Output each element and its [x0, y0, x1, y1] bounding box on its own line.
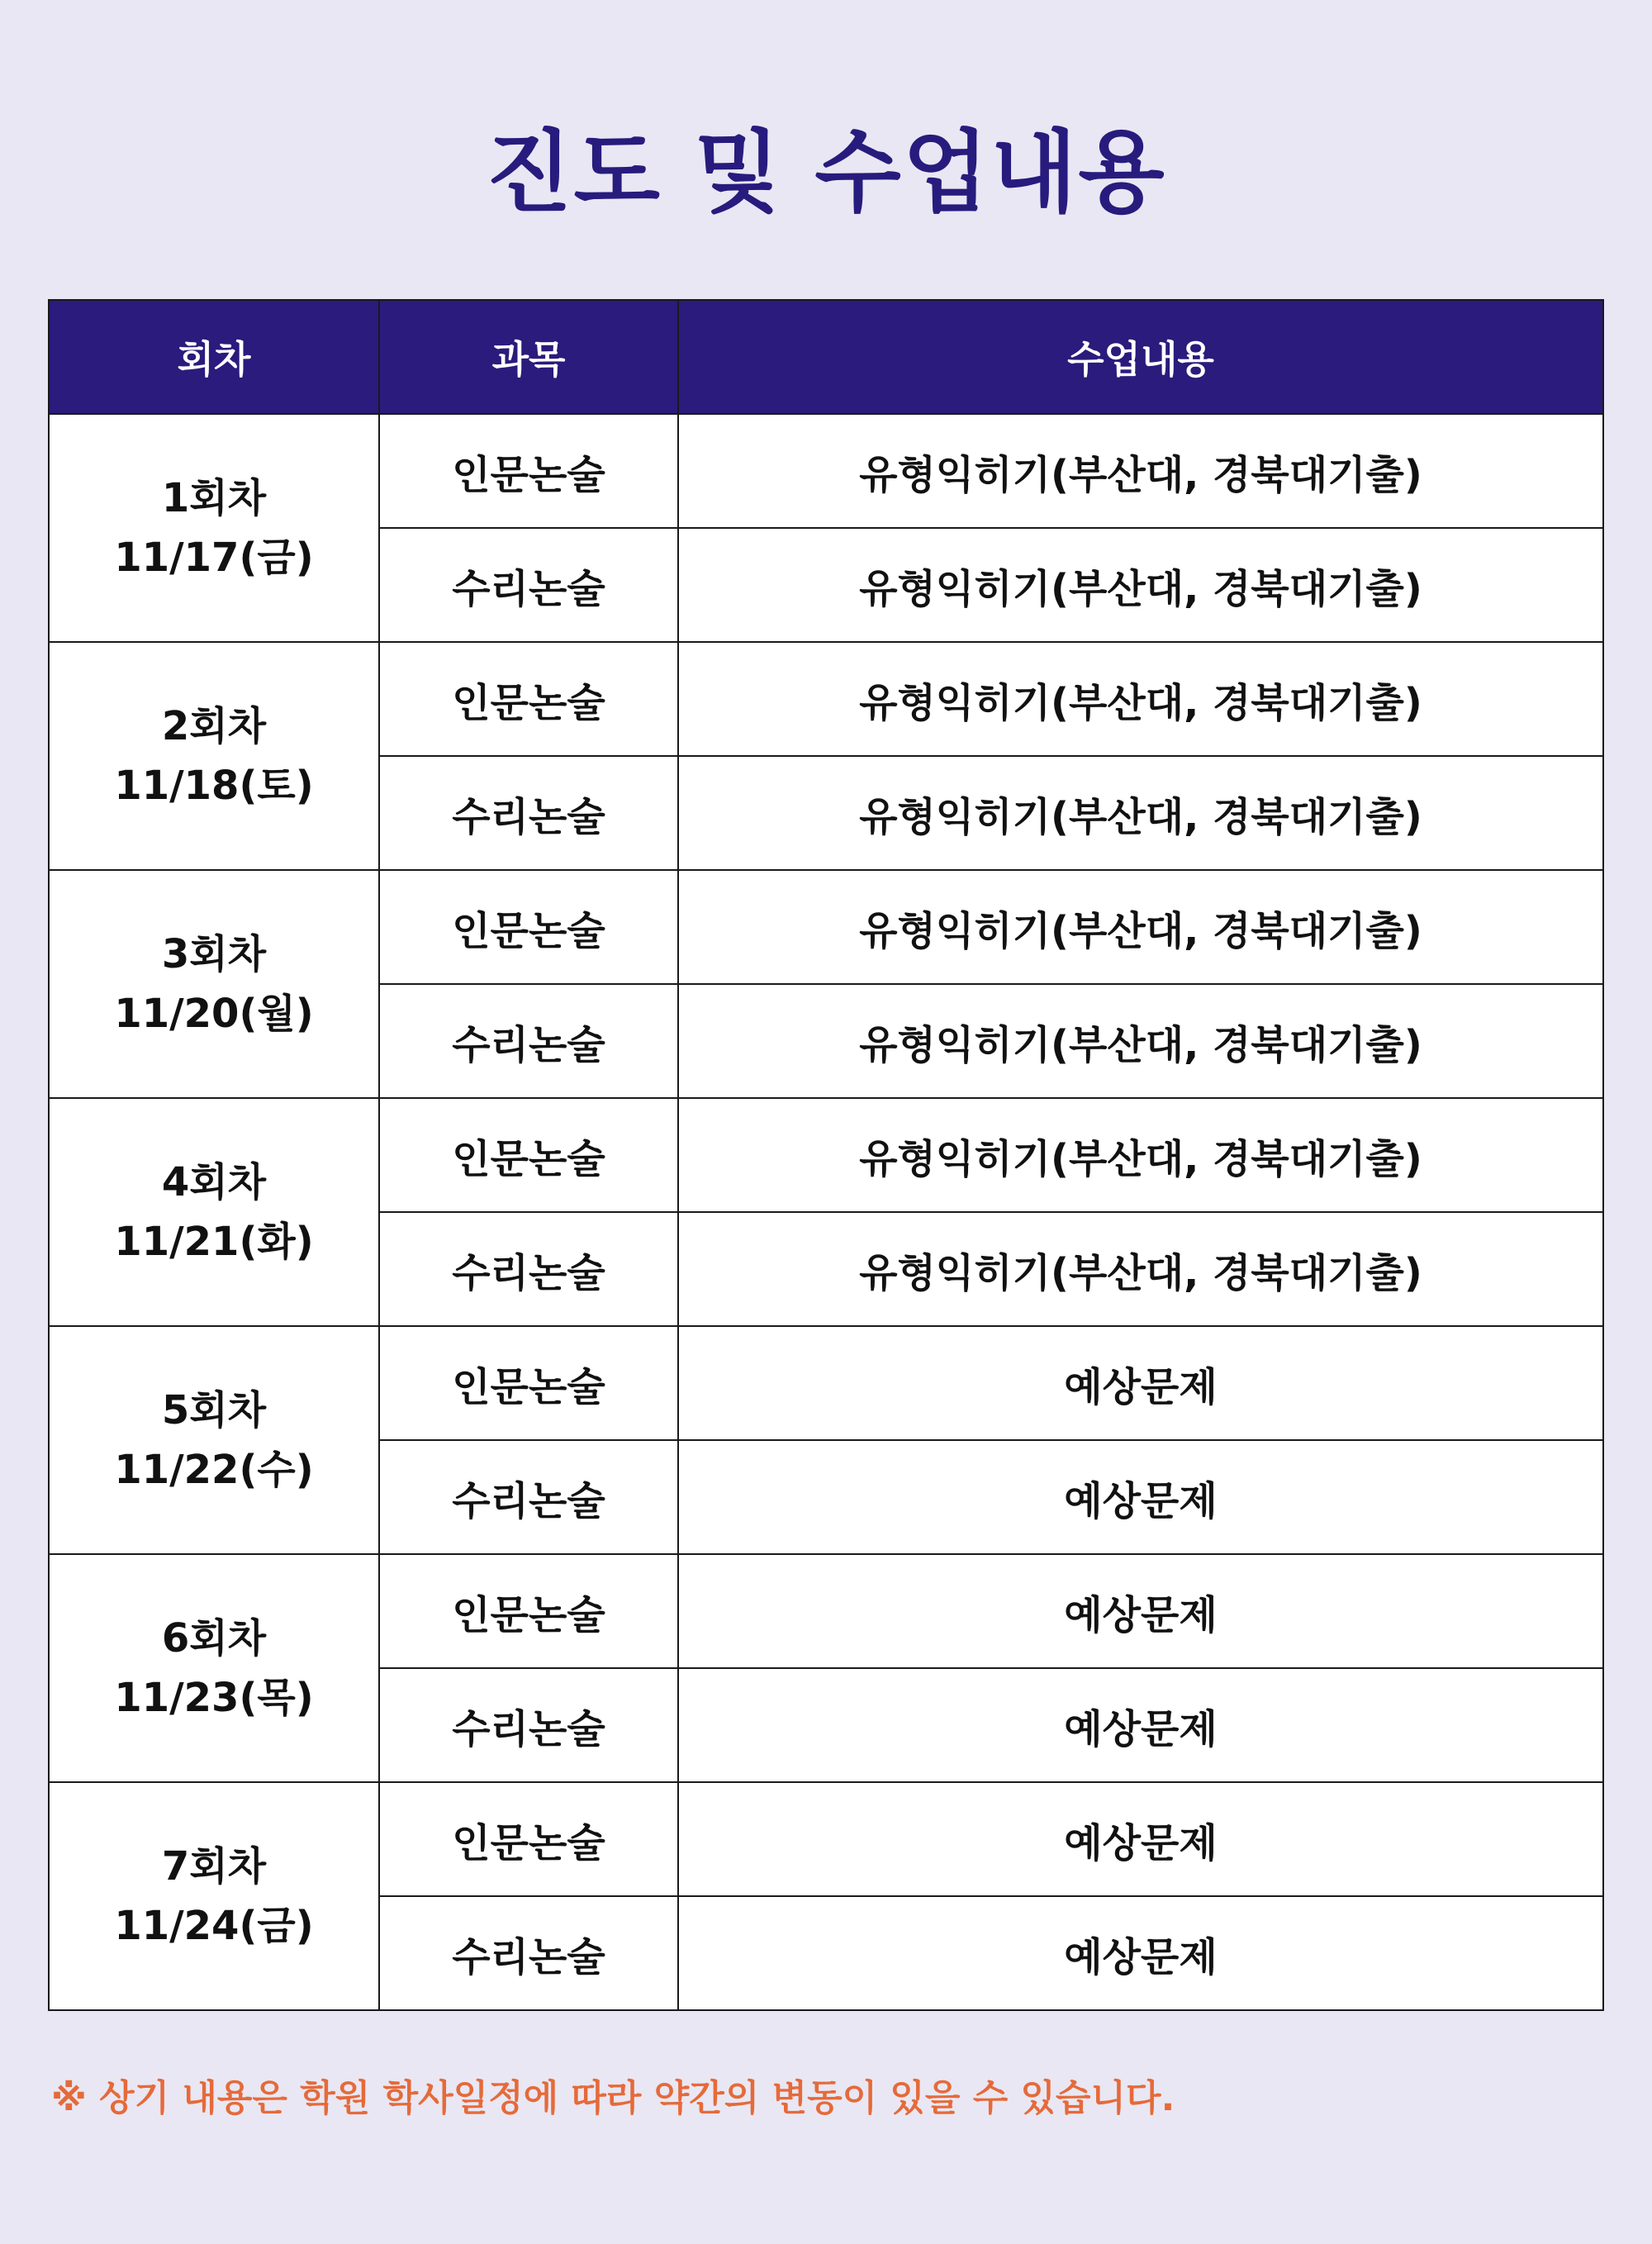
table-row: [49, 1554, 1603, 1668]
session-cell: [49, 1326, 379, 1554]
subject-cell: 수리논술: [379, 1212, 678, 1326]
subject-cell: 인문논술: [379, 1554, 678, 1668]
table-row: [49, 870, 1603, 984]
content-cell: 유형익히기(부산대, 경북대기출): [678, 984, 1603, 1098]
table-row: [49, 1782, 1603, 1896]
session-cell: [49, 414, 379, 642]
session-date: 11/23(목): [114, 1675, 314, 1721]
subject-cell: 인문논술: [379, 414, 678, 528]
session-cell: [49, 642, 379, 870]
session-label: 7회차: [161, 1843, 267, 1890]
session-date: 11/21(화): [114, 1219, 314, 1265]
footnote: ※ 상기 내용은 학원 학사일정에 따라 약간의 변동이 있을 수 있습니다.: [51, 2077, 1175, 2119]
subject-cell: 수리논술: [379, 984, 678, 1098]
table-row: [49, 414, 1603, 528]
session-date: 11/24(금): [114, 1903, 314, 1949]
page-title: 진도 및 수업내용: [486, 121, 1166, 225]
session-date: 11/18(토): [114, 763, 314, 809]
subject-cell: 인문논술: [379, 1326, 678, 1440]
session-date: 11/22(수): [114, 1447, 314, 1493]
table-row: [49, 642, 1603, 756]
subject-cell: 수리논술: [379, 1668, 678, 1782]
session-label: 2회차: [161, 703, 267, 749]
content-cell: 유형익히기(부산대, 경북대기출): [678, 1098, 1603, 1212]
session-label: 5회차: [161, 1387, 267, 1433]
session-date: 11/20(월): [114, 991, 314, 1037]
subject-cell: 인문논술: [379, 642, 678, 756]
content-cell: 예상문제: [678, 1668, 1603, 1782]
content-cell: 유형익히기(부산대, 경북대기출): [678, 528, 1603, 642]
content-cell: 예상문제: [678, 1326, 1603, 1440]
session-label: 6회차: [161, 1615, 267, 1662]
subject-cell: 수리논술: [379, 756, 678, 870]
table-row: [49, 1326, 1603, 1440]
subject-cell: 인문논술: [379, 870, 678, 984]
session-cell: [49, 1098, 379, 1326]
session-label: 3회차: [161, 931, 267, 977]
header-row: [49, 300, 1603, 414]
session-label: 4회차: [161, 1159, 267, 1205]
session-cell: [49, 870, 379, 1098]
content-cell: 예상문제: [678, 1896, 1603, 2010]
content-cell: 예상문제: [678, 1440, 1603, 1554]
content-cell: 유형익히기(부산대, 경북대기출): [678, 414, 1603, 528]
content-cell: 유형익히기(부산대, 경북대기출): [678, 756, 1603, 870]
session-cell: [49, 1554, 379, 1782]
content-cell: 예상문제: [678, 1554, 1603, 1668]
content-cell: 유형익히기(부산대, 경북대기출): [678, 642, 1603, 756]
header-content: 수업내용: [678, 300, 1603, 414]
header-subject: 과목: [379, 300, 678, 414]
schedule-table: [48, 299, 1604, 2011]
subject-cell: 수리논술: [379, 1440, 678, 1554]
subject-cell: 인문논술: [379, 1782, 678, 1896]
table-row: [49, 1098, 1603, 1212]
content-cell: 예상문제: [678, 1782, 1603, 1896]
content-cell: 유형익히기(부산대, 경북대기출): [678, 1212, 1603, 1326]
session-date: 11/17(금): [114, 535, 314, 581]
session-label: 1회차: [161, 475, 267, 521]
subject-cell: 수리논술: [379, 1896, 678, 2010]
header-session: 회차: [49, 300, 379, 414]
subject-cell: 인문논술: [379, 1098, 678, 1212]
session-cell: [49, 1782, 379, 2010]
content-cell: 유형익히기(부산대, 경북대기출): [678, 870, 1603, 984]
subject-cell: 수리논술: [379, 528, 678, 642]
